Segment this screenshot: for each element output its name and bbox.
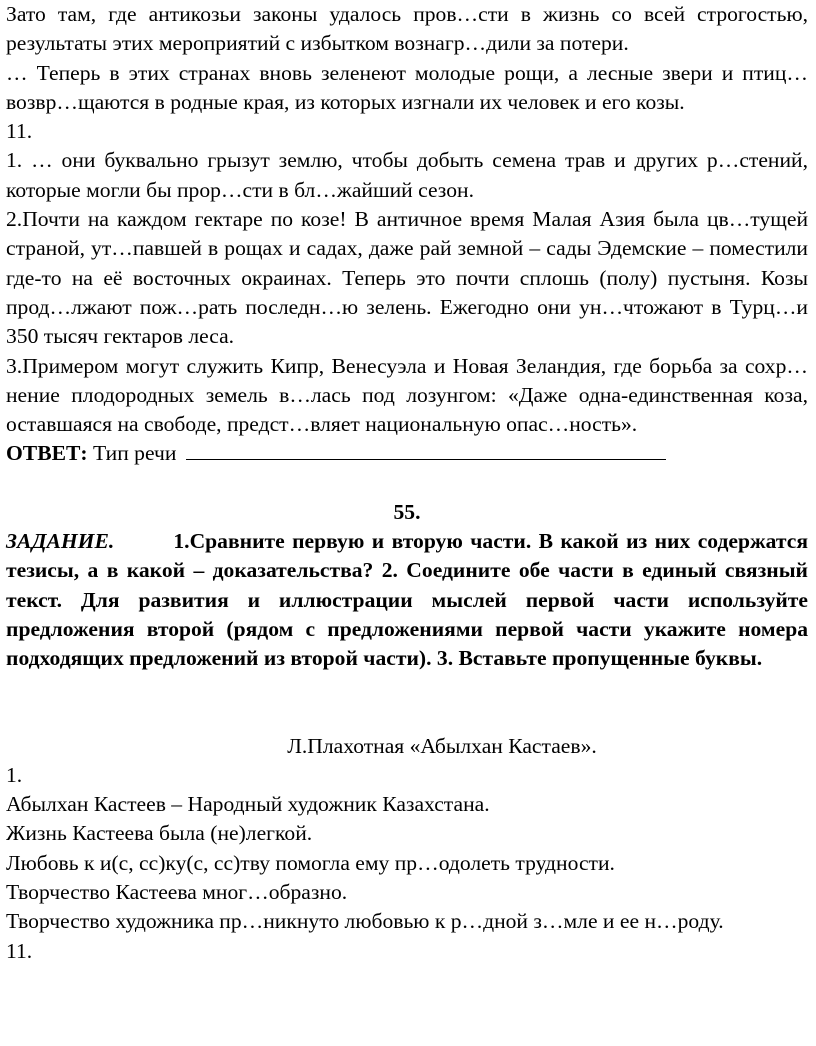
- paragraph-antigoat-laws: Зато там, где антикозьи законы удалось пров…сти в жизнь со всей строгостью, результаты этих мероприятий с избытком вознагр…дили за потери.: [6, 2, 808, 56]
- text-part-two-marker: 11.: [6, 938, 33, 963]
- exercise-task: [6, 527, 808, 673]
- part-two-marker: 11.: [6, 119, 33, 144]
- answer-line: [6, 439, 808, 468]
- answer-label: ОТВЕТ:: [6, 441, 88, 466]
- answer-text: Тип речи: [93, 441, 182, 466]
- answer-blank-line[interactable]: [186, 439, 666, 460]
- task-text: 1.Сравните первую и вторую части. В какой из них содержатся тезисы, а в какой – доказательства? 2. Соедините обе части в единый связный текст. Для развития и иллюстрации мыслей первой части используйте предложения второй (рядом с предложениями первой части укажите номера подходящих предложений из второй части). 3. Вставьте пропущенные буквы.: [6, 529, 808, 671]
- text-line-2: Жизнь Кастеева была (не)легкой.: [6, 821, 313, 846]
- text-line-1: Абылхан Кастеев – Народный художник Казахстана.: [6, 792, 490, 817]
- task-label: ЗАДАНИЕ.: [6, 529, 115, 554]
- part-two-item-1: 1. … они буквально грызут землю, чтобы добыть семена трав и других р…стений, которые могли бы прор…сти в бл…жайший сезон.: [6, 148, 808, 202]
- exercise-number: 55.: [393, 499, 421, 524]
- text-part-one-marker: 1.: [6, 762, 23, 787]
- paragraph-groves-return: … Теперь в этих странах вновь зеленеют молодые рощи, а лесные звери и птиц… возвр…щаются в родные края, из которых изгнали их человек и его козы.: [6, 60, 808, 114]
- author-title: Л.Плахотная «Абылхан Кастаев».: [287, 733, 597, 758]
- part-two-item-3: 3.Примером могут служить Кипр, Венесуэла и Новая Зеландия, где борьба за сохр…нение плодородных земель в…лась под лозунгом: «Даже одна-единственная коза, оставшаяся на свободе, предст…вляет национальную опас…ность».: [6, 353, 808, 437]
- text-line-3: Любовь к и(с, сс)ку(с, сс)тву помогла ему пр…одолеть трудности.: [6, 850, 615, 875]
- part-two-item-2: 2.Почти на каждом гектаре по козе! В античное время Малая Азия была цв…тущей страной, ут…павшей в рощах и садах, даже рай земной – сады Эдемские – поместили где-то на её восточных окраинах. Теперь это почти сплошь (полу) пустыня. Козы прод…лжают пож…рать последн…ю зелень. Ежегодно они ун…чтожают в Турц…и 350 тысяч гектаров леса.: [6, 207, 808, 349]
- text-line-5: Творчество художника пр…никнуто любовью к р…дной з…мле и ее н…роду.: [6, 909, 724, 934]
- text-line-4: Творчество Кастеева мног…образно.: [6, 880, 348, 905]
- spacer: [6, 674, 808, 732]
